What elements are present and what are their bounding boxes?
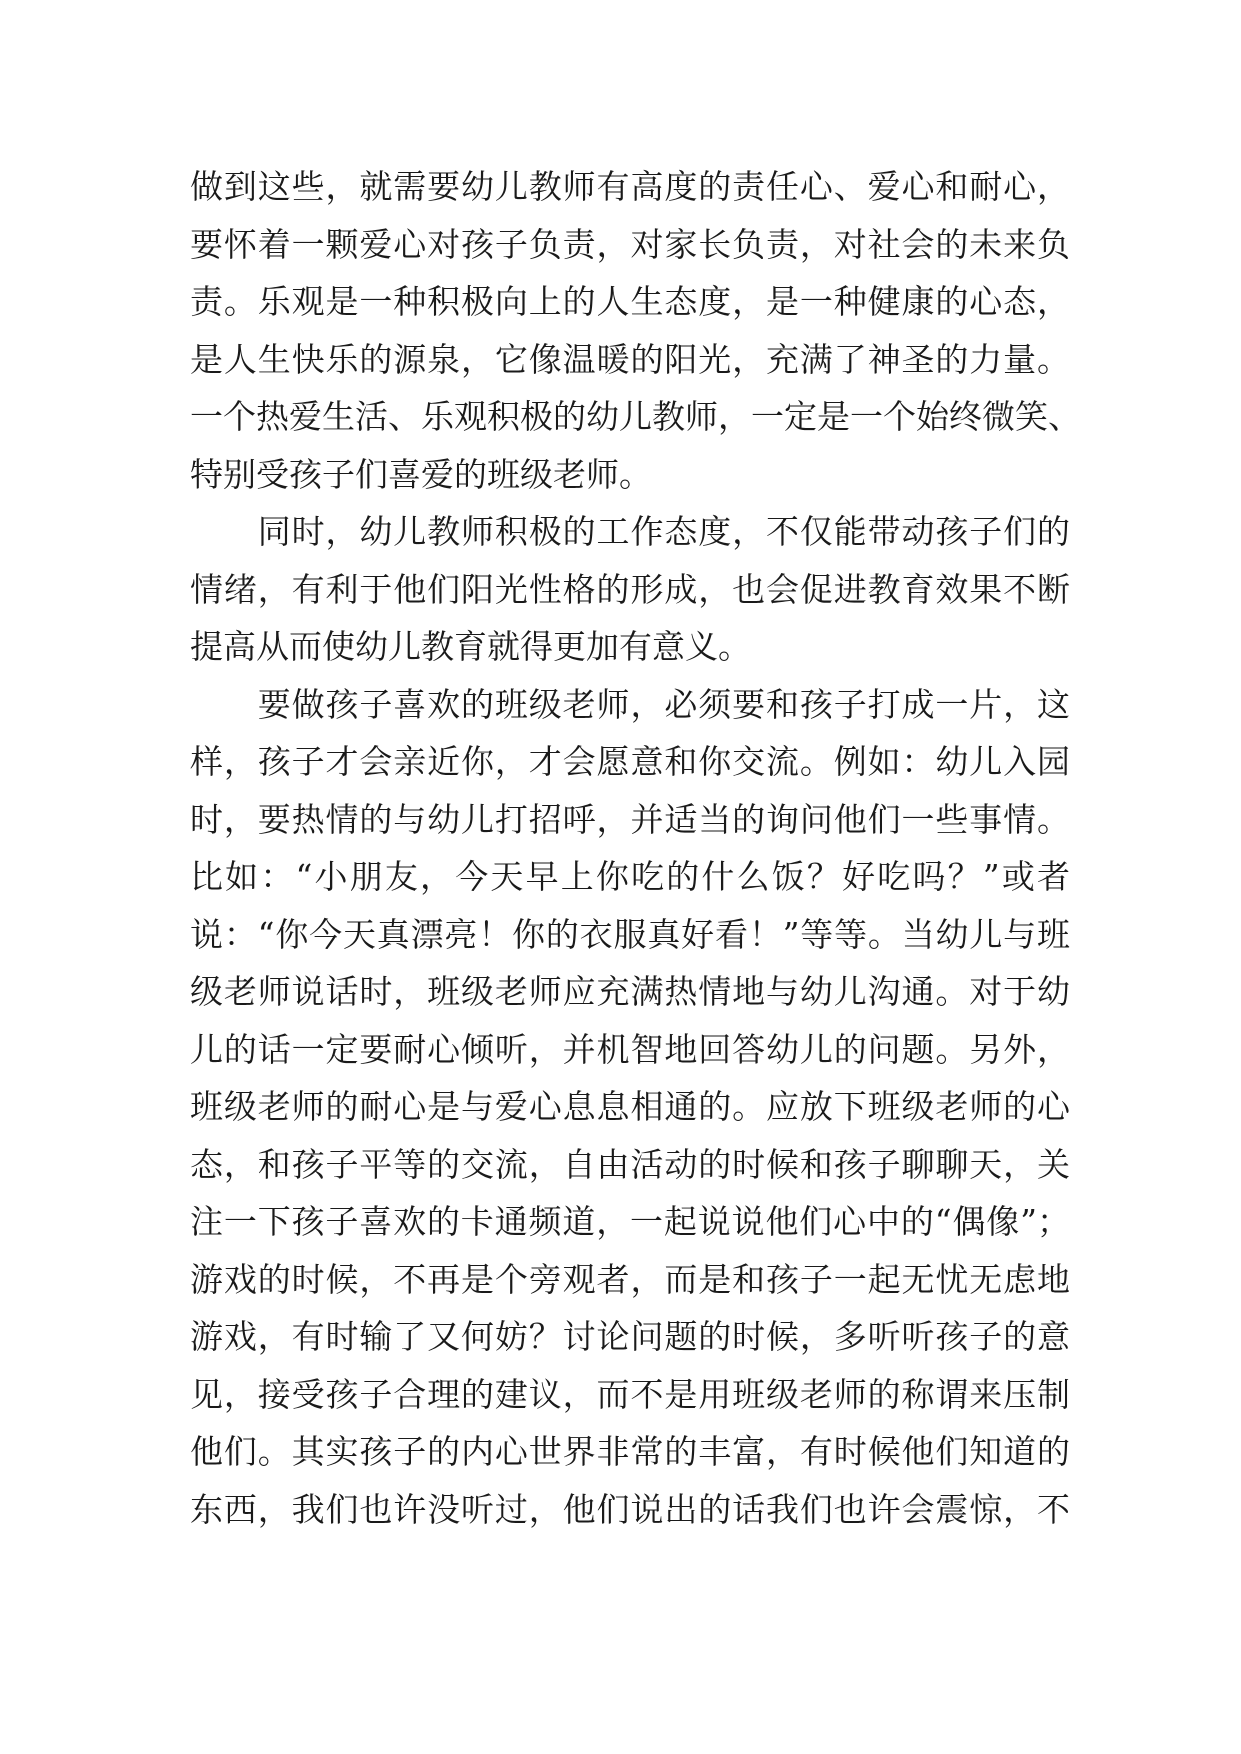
text-line: 东西，我们也许没听过，他们说出的话我们也许会震惊，不 bbox=[190, 1489, 1070, 1529]
text-line: 责。乐观是一种积极向上的人生态度，是一种健康的心态， bbox=[190, 282, 1070, 321]
text-line: 时，要热情的与幼儿打招呼，并适当的询问他们一些事情。 bbox=[190, 799, 1070, 839]
text-line: 班级老师的耐心是与爱心息息相通的。应放下班级老师的心 bbox=[190, 1087, 1070, 1126]
text-line: 注一下孩子喜欢的卡通频道，一起说说他们心中的“偶像”； bbox=[190, 1202, 1070, 1241]
text-line: 说：“你今天真漂亮！你的衣服真好看！”等等。当幼儿与班 bbox=[190, 914, 1070, 954]
text-line: 游戏，有时输了又何妨？讨论问题的时候，多听听孩子的意 bbox=[190, 1317, 1070, 1356]
text-line: 他们。其实孩子的内心世界非常的丰富，有时候他们知道的 bbox=[190, 1432, 1070, 1471]
text-line: 要做孩子喜欢的班级老师，必须要和孩子打成一片，这 bbox=[190, 684, 1070, 724]
text-line: 一个热爱生活、乐观积极的幼儿教师，一定是一个始终微笑、 bbox=[190, 397, 1081, 436]
text-line: 态，和孩子平等的交流，自由活动的时候和孩子聊聊天，关 bbox=[190, 1144, 1070, 1184]
text-line: 游戏的时候，不再是个旁观者，而是和孩子一起无忧无虑地 bbox=[190, 1259, 1070, 1299]
text-line: 样，孩子才会亲近你，才会愿意和你交流。例如：幼儿入园 bbox=[190, 742, 1070, 781]
text-line: 见，接受孩子合理的建议，而不是用班级老师的称谓来压制 bbox=[190, 1374, 1070, 1414]
text-line: 做到这些，就需要幼儿教师有高度的责任心、爱心和耐心， bbox=[190, 167, 1070, 206]
text-line: 特别受孩子们喜爱的班级老师。 bbox=[190, 454, 652, 494]
text-line: 比如：“小朋友，今天早上你吃的什么饭？好吃吗？”或者 bbox=[190, 857, 1070, 896]
text-line: 情绪，有利于他们阳光性格的形成，也会促进教育效果不断 bbox=[190, 569, 1070, 609]
text-line: 同时，幼儿教师积极的工作态度，不仅能带动孩子们的 bbox=[190, 512, 1070, 551]
body-text bbox=[190, 158, 1081, 1538]
text-line: 是人生快乐的源泉，它像温暖的阳光，充满了神圣的力量。 bbox=[190, 339, 1070, 379]
text-line: 提高从而使幼儿教育就得更加有意义。 bbox=[190, 627, 751, 666]
text-line: 级老师说话时，班级老师应充满热情地与幼儿沟通。对于幼 bbox=[190, 972, 1070, 1011]
text-line: 要怀着一颗爱心对孩子负责，对家长负责，对社会的未来负 bbox=[190, 224, 1070, 264]
text-line: 儿的话一定要耐心倾听，并机智地回答幼儿的问题。另外， bbox=[190, 1029, 1070, 1069]
